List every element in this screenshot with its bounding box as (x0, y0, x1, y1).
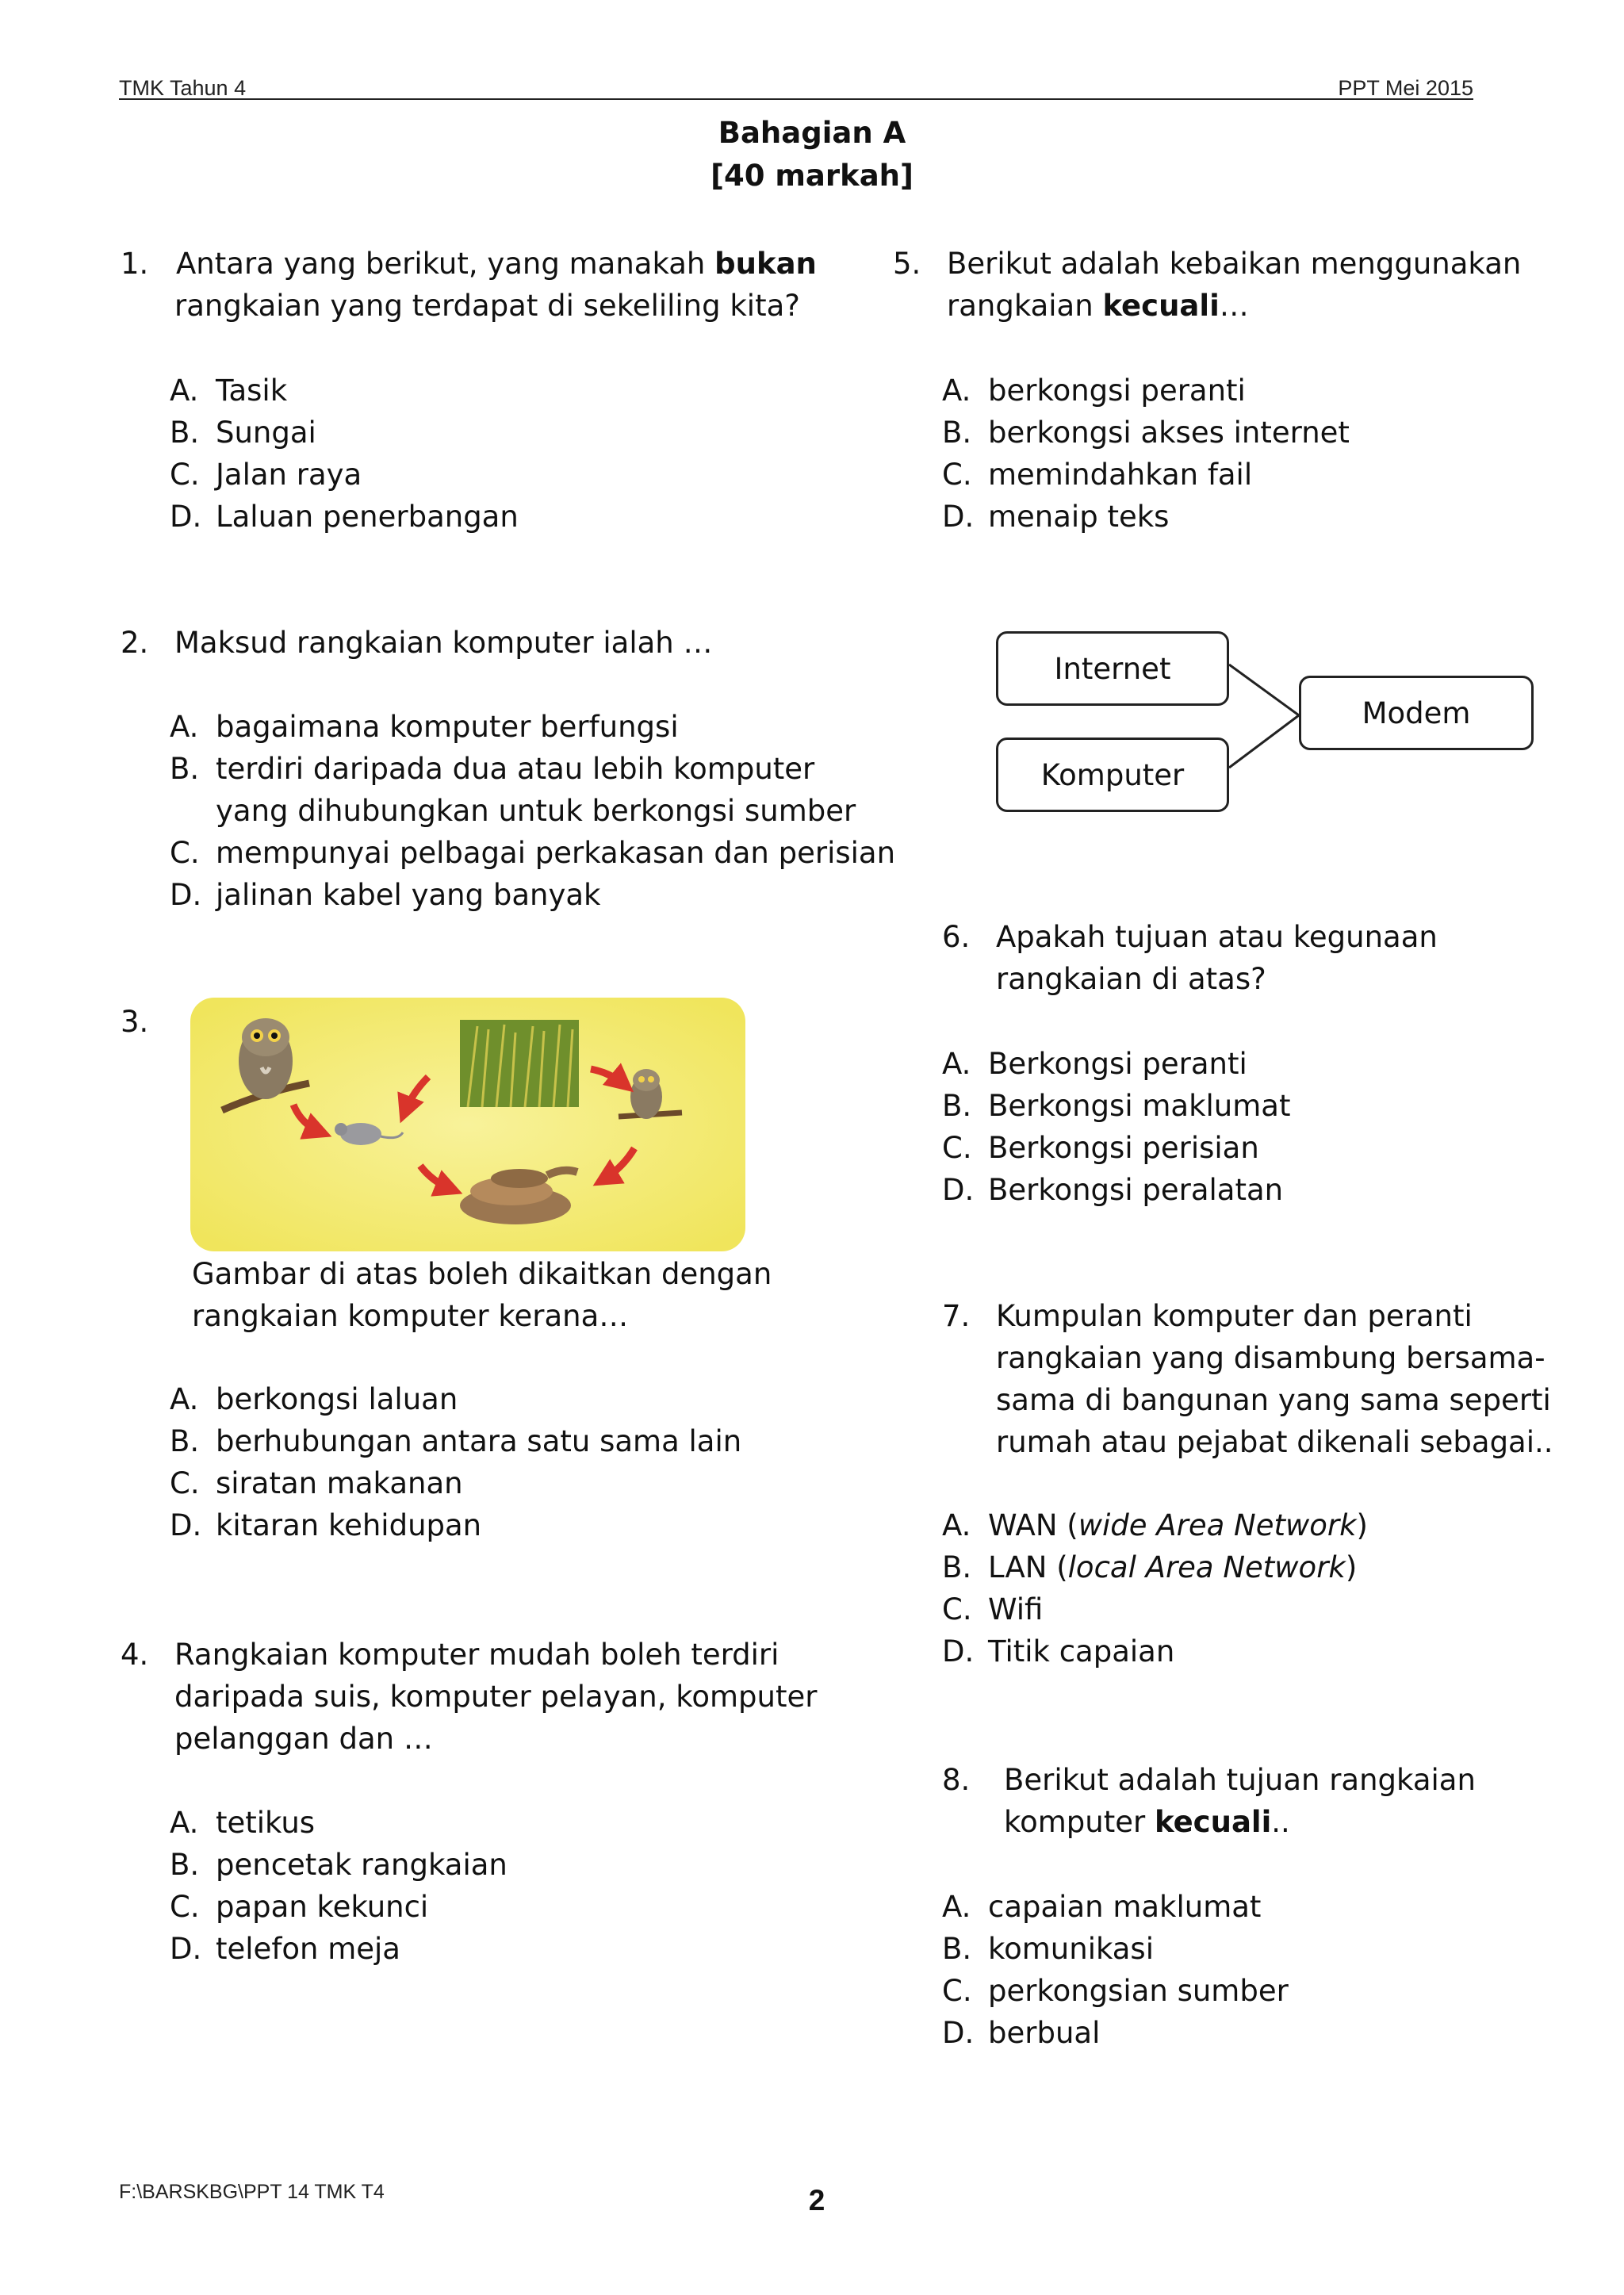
question-stem: Rangkaian komputer mudah boleh terdiri (174, 1638, 779, 1672)
question-number: 5. (893, 247, 921, 281)
question-stem: Gambar di atas boleh dikaitkan dengan (192, 1257, 772, 1291)
question-5: 5. Berikut adalah kebaikan menggunakan rangkaian kecuali… A. berkongsi peranti B. berkongsi akses internet C. memindahkan fail D. menaip teks (893, 243, 1527, 544)
internet-box: Internet (996, 631, 1229, 706)
question-2: 2. Maksud rangkaian komputer ialah … A. bagaimana komputer berfungsi B. terdiri daripada dua atau lebih komputer yang dihubungkan untuk berkongsi sumber C. mempunyai pelbagai perkakasan dan perisian D. jalinan kabel yang banyak (121, 622, 874, 923)
question-number: 1. (121, 247, 149, 281)
header-rule (119, 98, 1473, 100)
question-number: 7. (942, 1299, 971, 1333)
question-4: 4. Rangkaian komputer mudah boleh terdiri daripada suis, komputer pelayan, komputer pelanggan dan … A. tetikus B. pencetak rangkaian C. papan kekunci D. telefon meja (121, 1634, 874, 1983)
question-number: 8. (942, 1763, 971, 1797)
question-stem: Antara yang berikut, yang manakah bukan (176, 247, 817, 281)
question-stem: Berikut adalah tujuan rangkaian (1004, 1763, 1476, 1797)
question-7: 7. Kumpulan komputer dan peranti rangkaian yang disambung bersama- sama di bangunan yang sama seperti rumah atau pejabat dikenali sebagai.. A. WAN (wide Area Network) B. LAN (local Area Network) C. Wifi D. Titik capaian (942, 1295, 1576, 1692)
komputer-box: Komputer (996, 738, 1229, 812)
rice-plant-icon (460, 1020, 579, 1107)
network-diagram (991, 626, 1538, 817)
question-number: 2. (121, 626, 149, 660)
question-stem: Apakah tujuan atau kegunaan (996, 920, 1438, 954)
question-6: 6. Apakah tujuan atau kegunaan rangkaian di atas? A. Berkongsi peranti B. Berkongsi maklumat C. Berkongsi perisian D. Berkongsi peralatan (942, 916, 1576, 1217)
food-web-illustration (190, 998, 745, 1251)
footer-path: F:\BARSKBG\PPT 14 TMK T4 (119, 2181, 385, 2203)
section-title: Bahagian A (718, 116, 906, 150)
question-number: 3. (121, 1005, 149, 1039)
modem-box: Modem (1299, 676, 1534, 750)
header-right: PPT Mei 2015 (1338, 76, 1473, 100)
question-number: 6. (942, 920, 971, 954)
question-8: 8. Berikut adalah tujuan rangkaian komputer kecuali.. A. capaian maklumat B. komunikasi C. perkongsian sumber D. berbual (942, 1759, 1576, 2076)
question-number: 4. (121, 1638, 149, 1672)
section-marks: [40 markah] (710, 159, 914, 193)
question-stem: Maksud rangkaian komputer ialah … (174, 626, 713, 660)
question-1: 1. Antara yang berikut, yang manakah bukan rangkaian yang terdapat di sekeliling kita? A. Tasik B. Sungai C. Jalan raya D. Laluan penerbangan (121, 243, 834, 544)
question-stem: Berikut adalah kebaikan menggunakan (947, 247, 1522, 281)
question-3: 3. Gambar di atas boleh dikaitkan dengan rangkaian komputer kerana… A. berkongsi laluan B. berhubungan antara satu sama lain C. siratan makanan D. kitaran kehidupan (121, 1001, 874, 1556)
question-stem: Kumpulan komputer dan peranti (996, 1299, 1473, 1333)
header-left: TMK Tahun 4 (119, 76, 247, 100)
page-number: 2 (808, 2184, 825, 2216)
